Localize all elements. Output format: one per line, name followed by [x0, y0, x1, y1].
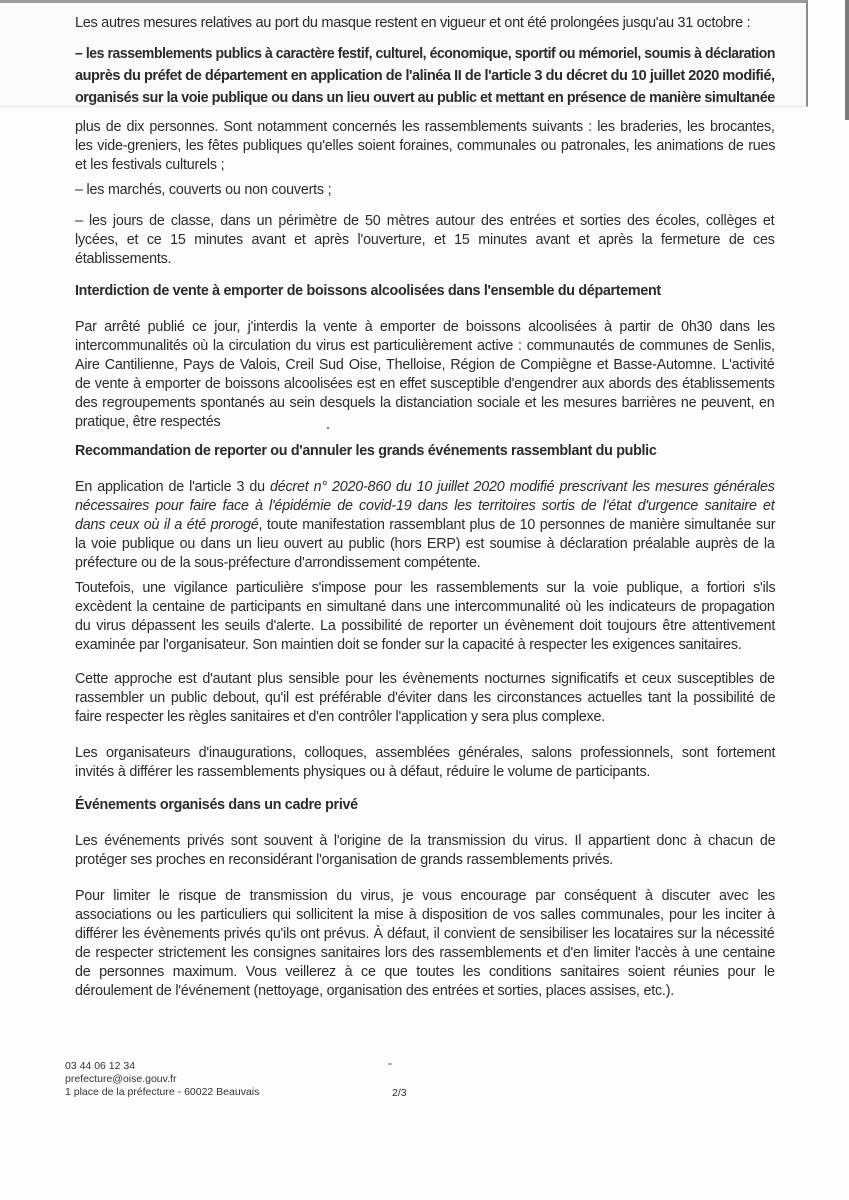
scan-speck	[327, 427, 329, 429]
text-line: associations ou les particuliers qui sollicitent la mise à disposition de vos salles communales, pour les inciter à	[75, 907, 775, 923]
text-line: organisés sur la voie publique ou dans un lieu ouvert au public et mettant en présence de manière simultanée	[75, 90, 775, 106]
text-line: de respecter strictement les consignes sanitaires lors des rassemblements et d'en limiter l'accès à une centaine	[75, 945, 776, 961]
footer-phone: 03 44 06 12 34	[65, 1060, 136, 1072]
text-line: différer les évènements privés qu'ils ont prévus. À défaut, il convient de sensibiliser les locataires sur la nécessité	[75, 926, 775, 942]
paragraph-private-events	[75, 832, 775, 870]
text-line: – les rassemblements publics à caractère festif, culturel, économique, sportif ou mémoriel, soumis à déclaration	[75, 46, 776, 62]
bullet-school-days	[75, 212, 775, 269]
text-line	[75, 516, 775, 535]
section-heading-private-events: Événements organisés dans un cadre privé	[75, 797, 358, 813]
text-line: Aire Cantilienne, Pays de Valois, Creil Sud Oise, Thelloise, Région de Compiègne et Basse-Automne. L'activité	[75, 357, 775, 373]
text-line: – les marchés, couverts ou non couverts ;	[75, 182, 332, 198]
text-run: , toute manifestation rassemblant plus de 10 personnes de manière simultanée sur	[258, 517, 776, 533]
text-line: – les jours de classe, dans un périmètre de 50 mètres autour des entrées et sorties des écoles, collèges et	[75, 213, 775, 229]
text-run: En application de l'article 3 du	[75, 479, 270, 495]
text-line: et les festivals culturels ;	[75, 157, 225, 173]
text-line: du virus dépassent les seuils d'alerte. La possibilité de reporter un évènement doit toujours être attentivement	[75, 618, 776, 634]
decree-citation: nécessaires pour faire face à l'épidémie de covid-19 dans les territoires sortis de l'état d'urgence sanitaire et	[75, 498, 775, 514]
text-line	[75, 478, 775, 497]
paragraph-decree	[75, 478, 775, 573]
decree-citation: décret n° 2020-860 du 10 juillet 2020 modifié prescrivant les mesures générales	[269, 479, 775, 495]
text-line: Par arrêté publié ce jour, j'interdis la vente à emporter de boissons alcoolisées à partir de 0h30 dans les	[75, 319, 775, 335]
text-line: la voie publique ou dans un lieu ouvert au public (hors ERP) est soumise à déclaration préalable auprès de la	[75, 536, 775, 552]
scan-speck	[388, 1063, 392, 1065]
text-line: des regroupements spontanés au sein desquels la distanciation sociale et les mesures barrières ne peuvent, en	[75, 395, 775, 411]
text-line: préfecture ou de la sous-préfecture d'arrondissement compétente.	[75, 555, 481, 571]
text-line: invités à différer les rassemblements physiques ou à défaut, réduire le volume de participants.	[75, 764, 651, 780]
text-line: auprès du préfet de département en application de l'alinéa II de l'article 3 du décret du 10 juillet 2020 modifié,	[75, 68, 775, 84]
section-heading-alcohol: Interdiction de vente à emporter de boissons alcoolisées dans l'ensemble du département	[75, 283, 661, 299]
text-line: Les organisateurs d'inaugurations, colloques, assemblées générales, salons professionnels, sont fortement	[75, 745, 776, 761]
paragraph-organizers	[75, 744, 775, 782]
text-line: protéger ses proches en reconsidérant l'organisation de grands rassemblements privés.	[75, 852, 614, 868]
paragraph-nocturnal-events	[75, 670, 775, 727]
paragraph-limit-transmission	[75, 887, 775, 1001]
page-number: 2/3	[392, 1087, 407, 1099]
footer-email: prefecture@oise.gouv.fr	[65, 1073, 177, 1085]
text-line: pratique, être respectés	[75, 414, 221, 430]
text-line: établissements.	[75, 251, 172, 267]
intro-text	[75, 12, 775, 34]
text-line: rassembler un public debout, qu'il est préférable d'éviter dans les circonstances actuelles tant la possibilité de	[75, 690, 776, 706]
text-line: de vente à emporter de boissons alcoolisées est en effet susceptible d'engendrer aux abords des établissements	[75, 376, 775, 392]
decree-citation: dans ceux où il a été prorogé	[75, 517, 259, 533]
scan-edge	[845, 0, 849, 120]
section-heading-large-events: Recommandation de reporter ou d'annuler les grands événements rassemblant du public	[75, 443, 657, 459]
text-line: Cette approche est d'autant plus sensible pour les évènements nocturnes significatifs et ceux susceptibles de	[75, 671, 775, 687]
paragraph-vigilance	[75, 579, 775, 655]
paragraph-alcohol-ban	[75, 318, 775, 432]
text-line: plus de dix personnes. Sont notamment concernés les rassemblements suivants : les braderies, les brocantes,	[75, 119, 775, 135]
intro-line: Les autres mesures relatives au port du masque restent en vigueur et ont été prolongées jusqu'au 31 octobre :	[75, 15, 751, 31]
text-line: examinée par l'organisateur. Son maintien doit se fonder sur la capacité à respecter les exigences sanitaires.	[75, 637, 742, 653]
text-line: intercommunalités où la circulation du virus est particulièrement active : communautés de communes de Senlis,	[75, 338, 775, 354]
bullet-markets	[75, 181, 775, 200]
text-line: Les événements privés sont souvent à l'origine de la transmission du virus. Il appartient donc à chacun de	[75, 833, 776, 849]
text-line: lycées, et ce 15 minutes avant et après l'ouverture, et 15 minutes avant et après la fermeture de ces	[75, 232, 775, 248]
footer-contact	[65, 1060, 259, 1099]
text-line: Toutefois, une vigilance particulière s'impose pour les rassemblements sur la voie publique, a fortiori s'ils	[75, 580, 776, 596]
text-line: déroulement de l'événement (nettoyage, organisation des entrées et sorties, places assises, etc.).	[75, 983, 675, 999]
bullet-public-gatherings	[75, 43, 775, 109]
footer-address: 1 place de la préfecture - 60022 Beauvais	[65, 1086, 260, 1098]
bullet-public-gatherings-continued	[75, 118, 775, 175]
text-line	[75, 497, 775, 516]
text-line: de personnes maximum. Vous veillerez à ce que toutes les conditions sanitaires soient réunies pour le	[75, 964, 775, 980]
text-line: les vide-greniers, les fêtes publiques qu'elles soient foraines, communales ou patronales, les animations de rues	[75, 138, 776, 154]
text-line: Pour limiter le risque de transmission du virus, je vous encourage par conséquent à discuter avec les	[75, 888, 776, 904]
text-line: faire respecter les règles sanitaires et d'en contrôler l'application y sera plus complexe.	[75, 709, 606, 725]
text-line: excèdent la centaine de participants en simultané dans une intercommunalité où les indicateurs de propagation	[75, 599, 775, 615]
